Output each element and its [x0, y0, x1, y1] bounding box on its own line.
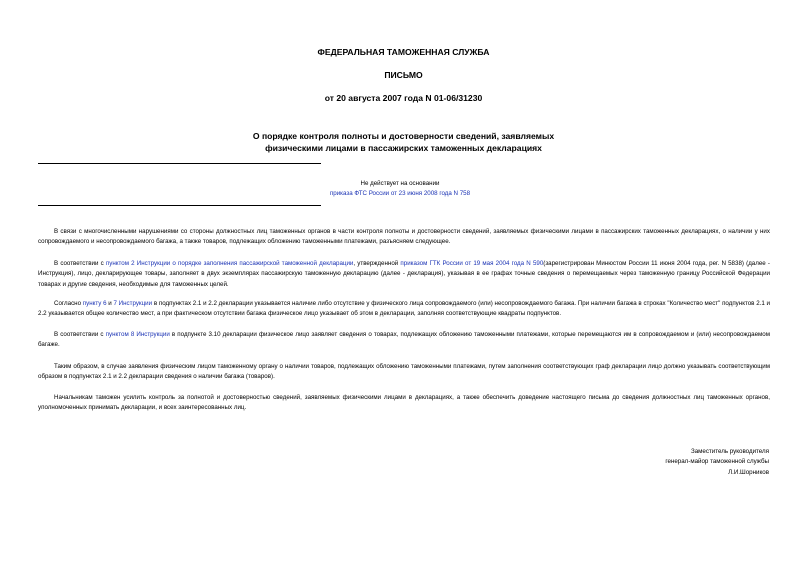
paragraph-1: В связи с многочисленными нарушениями со стороны должностных лиц таможенных органов в части контроля полноты и достоверности сведений, заявляемых физическими лицами в пассажирских таможенных декларациях, о наличии у них сопровождаемого и несопровождаемого багажа, а также товаров, подлежащих обложению таможенными платежами, разъясняем следующее.: [38, 228, 770, 246]
signature-block: [665, 447, 769, 478]
instruction-point-2-link[interactable]: пунктом 2 Инструкции о порядке заполнения пассажирской таможенной декларации: [105, 260, 354, 267]
divider-bottom: [38, 205, 321, 206]
signature-position: Заместитель руководителя: [690, 448, 769, 455]
paragraph-5: Таким образом, в случае заявления физическим лицом таможенному органу о наличии товаров, подлежащих обложению таможенными платежами, путем заполнения соответствующих граф декларации лицо должно указывать соответствующим образом в подпунктах 2.1 и 2.2 декларации сведения о наличии багажа (товаров).: [38, 363, 770, 381]
signature-rank: генерал-майор таможенной службы: [665, 458, 769, 466]
subject-line-2: физическими лицами в пассажирских таможенных декларациях: [265, 143, 542, 153]
paragraph-6: Начальникам таможен усилить контроль за полнотой и достоверностью сведений, заявляемых физическими лицами в декларациях, а также обеспечить доведение настоящего письма до сведения должностных лиц таможенных органов, уполномоченных принимать декларации, и всех заинтересованных лиц.: [38, 394, 770, 412]
status-notice-text: Не действует на основании: [360, 180, 440, 187]
paragraph-3: Согласно пункту 6 и 7 Инструкции в подпунктах 2.1 и 2.2 декларации указывается наличие либо отсутствие у физического лица сопровождаемого (или) несопровождаемого багажа. При наличии багажа в строках "Количество мест" подпунктов 2.1 и 2.2 указывается общее количество мест, а при фактическом отсутствии багажа физическое лицо указывает об этом в декларации, заполняя соответствующие квадраты подпунктов.: [38, 300, 770, 318]
status-notice: [210, 179, 590, 199]
document-subject: [0, 130, 807, 154]
point-6-link[interactable]: пункту 6: [82, 300, 107, 307]
paragraph-2: В соответствии с пунктом 2 Инструкции о порядке заполнения пассажирской таможенной декларации, утвержденной приказом ГТК России от 19 мая 2004 года N 590(зарегистрирован Минюстом России 11 июня 2004 года, рег. N 5838) (далее - Инструкция), лицо, декларирующее товары, заполняет в двух экземплярах пассажирскую таможенную декларацию (далее - декларация), указывая в ее графах точные сведения о перемещаемых через таможенную границу Российской Федерации товарах и другие сведения, необходимые для таможенных целей.: [38, 260, 770, 288]
paragraph-4: В соответствии с пунктом 8 Инструкции в подпункте 3.10 декларации физическое лицо заявляет сведения о товарах, подлежащих обложению таможенными платежами, которые перемещаются им в сопровождаемом и (или) несопровождаемом багаже.: [38, 331, 770, 349]
point-7-instruction-link[interactable]: 7 Инструкции: [113, 300, 153, 307]
document-type: ПИСЬМО: [384, 70, 423, 80]
document-date-number: от 20 августа 2007 года N 01-06/31230: [324, 93, 483, 103]
signature-name: Л.И.Шорников: [728, 468, 769, 476]
agency-title: ФЕДЕРАЛЬНАЯ ТАМОЖЕННАЯ СЛУЖБА: [317, 47, 490, 57]
status-notice-link[interactable]: приказа ФТС России от 23 июня 2008 года N 758: [329, 190, 471, 197]
gtk-order-590-link[interactable]: приказом ГТК России от 19 мая 2004 года N 590: [400, 260, 544, 267]
subject-line-1: О порядке контроля полноты и достоверности сведений, заявляемых: [252, 131, 555, 141]
point-8-instruction-link[interactable]: пунктом 8 Инструкции: [105, 331, 170, 338]
divider-top: [38, 163, 321, 164]
